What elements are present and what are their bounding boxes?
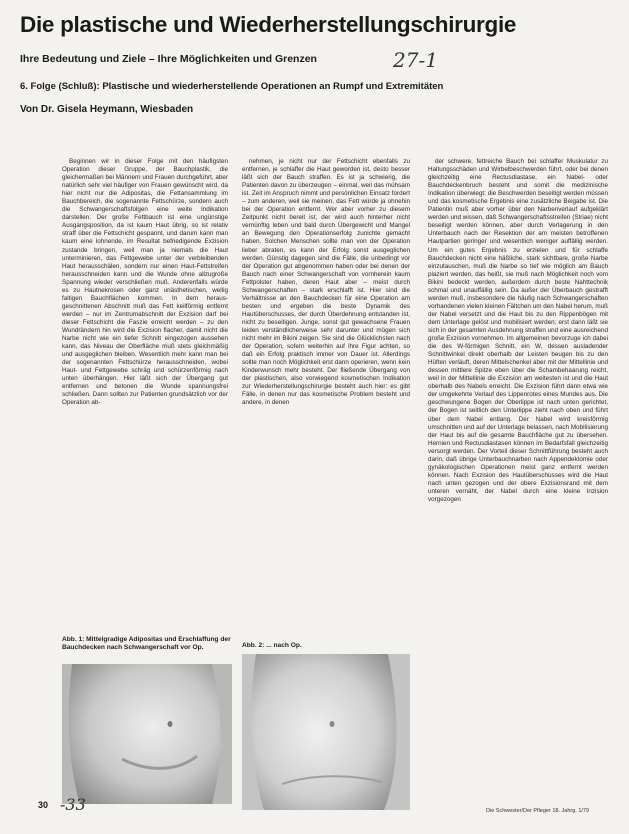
journal-footer: Die Schwester/Der Pfleger 18. Jahrg. 1/79 [486,808,590,814]
handwritten-page-number: -33 [60,795,86,814]
text-column-1 [62,158,228,632]
text-column-3 [428,158,608,833]
article-subtitle: Ihre Bedeutung und Ziele – Ihre Möglichkeiten und Grenzen [20,53,317,65]
author-line: Von Dr. Gisela Heymann, Wiesbaden [20,104,194,115]
text-column-2 [242,158,410,632]
column-text: Beginnen wir in dieser Folge mit den häufigsten Operation dieser Gruppe, der Bauchplastik, die gleichermaßen bei Männern und Frauen durchgeführt, aber natürlich sehr viel häufiger von Frauen gewünscht wird, da hier nicht nur die Adipositas, die Fettansammlung im Bauchbereich, die sogenannte Fettschürze, sondern auch die Schwangerschaftsfolgen eine weite Indikation darstellen. Der große Fettbauch ist eine ungünstige Ausgangsposition, da ist kaum Haut übrig, so ist relativ straff über die Fettschicht gespannt, und darum kann man kaum eine lohnende, im Resultat befriedigende Exzision zustande bringen, weil man ja niemals die Haut unterminieren, das Fettgewebe unter der verbleibenden Haut herausschälen, sondern nur einen Haut-Fettstreifen herausschneiden kann und die Wunde ohne allzugroße Spannung wieder verschließen muß. Anderenfalls würde es zu Hautnekrosen oder ganz unästhetischen, wellig faltigen Bauchflächen kommen. In dem heraus-geschnittenen Abschnitt muß das Fett keilförmig entfernt werden – nur im Zentrumabschnitt der Exzision darf bei dieser Fettschicht die Faszie erreicht werden – zu den Wundrändern hin wird die Exzision flacher, damit nicht die Narbe nicht wie ein tiefer Schnitt eingezogen aussehen kann, das Niveau der Oberfläche muß stets gleichmäßig und ausgeglichen bleiben. Wesentlich mehr kann man bei der sogenannten Fettschürze herausschneiden, wobei Haut- und Fettgewebe schräg und schürzenförmig nach unten überhängen. Hier läßt sich der Übergang gut entfernen und betonen die Wunde spannungsfrei schließen. Dann sollten zur Patienten grundsätzlich vor der Operation ab- [62,158,228,407]
figure-2-caption: Abb. 2: ... nach Op. [242,642,302,649]
column-text: der schwere, fettreiche Bauch bei schlaffer Muskulatur zu Haltungsschäden und Wirbelbeschwerden führt, oder bei denen gleichzeitig eine Rectusdiastase, ein Nabel- oder Bauchdeckenbruch besteht und somit die medizinische Indikation überwiegt; die Beschwerden beseitigt werden müssen und das kosmetische Ergebnis eine zusätzliche Beigabe ist. Die Patientin muß aber vorher über den Narbenverlauf aufgeklärt werden und wissen, daß Schwangerschaftsstreifen (Striae) nicht beseitigt werden können, aber durch Verlagerung in den Unterbauch nach der Resektion der am meisten betroffenen Hautpartien geringer und wesentlich weniger auffällig werden. Um ein gutes Ergebnis zu erzielen und für schlaffe Bauchdecken nicht eine häßliche, stark sichtbare, große Narbe einzutauschen, muß die Narbe so tief wie möglich am Bauch plaziert werden, das heißt, sie muß nach Möglichkeit noch vom Bikini bedeckt werden, außerdem durch beste Nahttechnik schmal und unauffällig sein. Da außer der Überbauch gestrafft werden muß, insbesondere die häufig nach Schwangerschaften vorhandenen vielen kleinen Fältchen um den Nabel herum, muß der Nabel versetzt und die Haut bis zu den Rippenbögen mit dem Unterlage gelöst und mobilisiert werden; erst dann läßt sie sich in der gesamten Ausdehnung straffen und eine ausreichend große Exzision vornehmen. Im allgemeinen bevorzuge ich dabei die des W-förmigen Schnitt, ein W, dessen ausladender Schnittwinkel direkt oberhalb der Leisten beugen bis zu den Hüften verläuft, deren Mittelschenkel aber mit der Mittellinie und dessen mittlere Spitze eben über die Schambehaarung reicht, weil in der Mittellinie die Exzision am weitesten ist und die Haut oberhalb des Nabels erreicht. Die Exzision führt dann etwa wie der umgekehrte Verlauf des Lippenrotes eines Mundes aus. Die geschwungene Bogen der Oberlippe ist nach unten gerichtet, der Bogen ist seitlich den Unterlippe zieht nach oben und führt über dem Nabel entlang. Der Nabel wird kreisförmig umschnitten und auf der Unterlage belassen, nach Mobilisierung der Haut bis auf die gesamte Bauchfläche gut zu übersehen. Hernien und Rectusdiastasen können im Bedarfsfall gleichzeitig versorgt werden. Der Vorteil dieser Schnittführung besteht auch darin, daß übrige Unterbauchnarben nach Appendektomie oder gynäkologischen Operationen meist ganz entfernt werden können. Nach Exzision des Hautüberschusses wird die Haut nach unten gezogen und der obere Exzisionsrand mit dem unteren vernäht, der Nabel durch eine kleine Inzision vorgezogen [428,158,608,503]
article-title: Die plastische und Wiederherstellungschirurgie [20,12,517,37]
column-text: nehmen, je nicht nur der Fettschicht ebenfalls zu entfernen, je schlaffer die Haut geworden ist, desto besser läßt sich der Bauch straffen. Es ist ja schwierig, die Patienten davon zu überzeugen – einmal, weil das mühsam ist. Zeit im Anspruch nimmt und persönlichen Einsatz fordert – zum anderen, weil sie meinen, das Fett würde ja ohnehin bei der Operation entfernt. Wer aber vorher zu diesem Zeitpunkt nicht bereit ist, der wird auch hinterher nicht vernünftig leben und bald durch Übergewicht und Mangel an Bewegung den Operationserfolg zunichte gemacht haben. Solchen Menschen sollte man von der Operation lieber abraten, es kann der Erfolg sonst ausgeglichen werden. Günstig dagegen sind die Fälle, die unbedingt vor der Operation gut abgenommen haben oder bei denen der Bauch nach einer Schwangerschaft von vornherein kaum Fettpolster haben, deren Haut aber – meist durch Schwangerschaften – stark erschlafft ist. Hier sind die Verhältnisse an den Bauchdecken für eine Operation am besten und ergeben die beste Dynamik des Hautüberschusses, der durch Überdehnung entstanden ist, nicht zu beseitigen. Junge, sonst gut gewachsene Frauen leiden verständlicherweise sehr darunter und mögen sich nicht mehr im Bikini zeigen. Sie sind die Glücklichsten nach der Operation, sofern weiterhin auf ihre Figur achten, so daß ein Erfolg praktisch immer von Dauer ist. Allerdings sollte man noch Möglichkeit erst dann operieren, wenn kein Kinderwunsch mehr besteht. Der fließende Übergang von der plastischen, also vorwiegend kosmetischen Indikation zur Wiederherstellungschirurgie besteht auch hier: es gibt Fälle, in denen nur das kosmetische Problem besteht und andere, in denen [242,158,410,407]
figure-1-photo [62,664,232,804]
handwritten-note: 27-1 [393,48,438,72]
figure-2-photo [242,654,410,810]
page-number: 30 [38,800,49,810]
series-line: 6. Folge (Schluß): Plastische und wiederherstellende Operationen an Rumpf und Extremitäten [20,81,444,92]
figure-1-caption: Abb. 1: Mittelgradige Adipositas und Erschlaffung der Bauchdecken nach Schwangerschaft vor Op. [62,636,231,651]
